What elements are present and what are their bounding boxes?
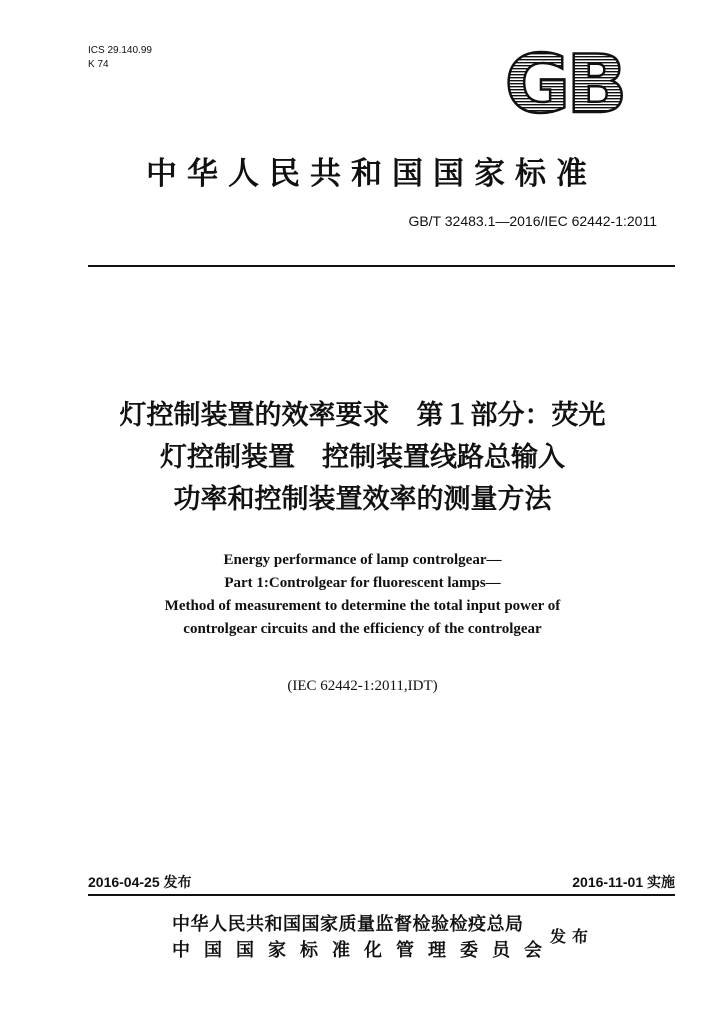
national-standard-heading: 中华人民共和国国家标准: [146, 156, 597, 192]
chinese-title-line-1: 灯控制装置的效率要求 第１部分：荧光: [119, 400, 606, 431]
top-divider: [88, 265, 675, 267]
classification-block: [88, 44, 152, 72]
ics-code: ICS 29.140.99: [88, 45, 152, 56]
chinese-title-line-2: 灯控制装置 控制装置线路总输入: [160, 442, 565, 473]
chinese-title: [0, 395, 725, 521]
issuing-authorities: [172, 912, 556, 964]
implementation-date: 2016-11-01 实施: [572, 874, 675, 890]
ccs-code: K 74: [88, 59, 109, 70]
issuer-sac: 中国国家标准化管理委员会: [172, 940, 556, 961]
gb-logo: [493, 44, 635, 122]
english-title-line-1: Energy performance of lamp controlgear—: [223, 552, 502, 568]
english-title-line-4: controlgear circuits and the efficiency of the controlgear: [183, 621, 542, 637]
issue-date: 2016-04-25 发布: [88, 874, 192, 890]
issuer-aqsiq: 中华人民共和国国家质量监督检验检疫总局: [172, 914, 524, 935]
chinese-title-line-3: 功率和控制装置效率的测量方法: [173, 484, 552, 515]
gb-logo-text: GB: [504, 44, 624, 122]
bottom-divider: [88, 894, 675, 896]
standard-number: GB/T 32483.1—2016/IEC 62442-1:2011: [408, 213, 657, 229]
publish-label: 发布: [550, 927, 595, 946]
english-title-line-3: Method of measurement to determine the total input power of: [164, 598, 561, 614]
english-title-line-2: Part 1:Controlgear for fluorescent lamps—: [224, 575, 501, 591]
english-title: [0, 549, 725, 641]
adoption-statement: (IEC 62442-1:2011,IDT): [287, 678, 438, 694]
